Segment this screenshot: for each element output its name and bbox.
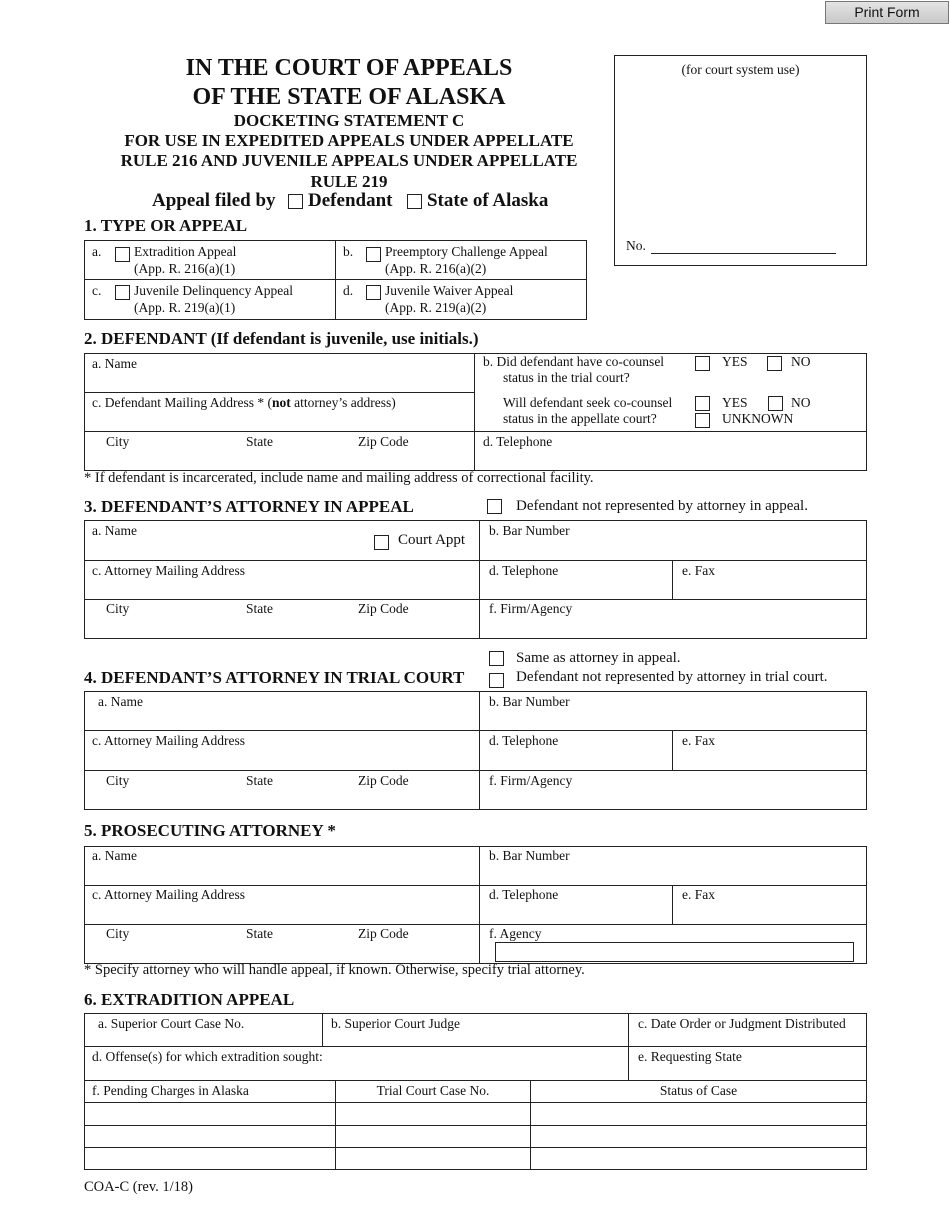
- defendant-state-label: State: [246, 434, 273, 449]
- court-use-label: (for court system use): [681, 62, 800, 77]
- section3-heading: 3. DEFENDANT’S ATTORNEY IN APPEAL: [84, 497, 414, 516]
- court-appt-checkbox[interactable]: [374, 535, 389, 550]
- trial-attorney-city-label: City: [106, 773, 130, 788]
- appeal-attorney-bar-label: b. Bar Number: [489, 523, 570, 538]
- prosecutor-city-label: City: [106, 926, 130, 941]
- court-title-line2: OF THE STATE OF ALASKA: [192, 84, 506, 110]
- same-as-appeal-checkbox[interactable]: [489, 651, 504, 666]
- extradition-appeal-rule: (App. R. 216(a)(1): [134, 261, 236, 276]
- prosecutor-bar-label: b. Bar Number: [489, 848, 570, 863]
- offenses-label: d. Offense(s) for which extradition sought:: [92, 1049, 323, 1064]
- co-counsel-trial-no-label: NO: [791, 354, 811, 369]
- co-counsel-appeal-no-checkbox[interactable]: [768, 396, 783, 411]
- state-of-alaska-checkbox[interactable]: [407, 194, 422, 209]
- form-description-line2: RULE 216 AND JUVENILE APPEALS UNDER APPELLATE: [120, 151, 578, 170]
- prosecutor-name-label: a. Name: [92, 848, 137, 863]
- co-counsel-trial-question-line2: status in the trial court?: [503, 370, 630, 385]
- appeal-attorney-zip-label: Zip Code: [358, 601, 409, 616]
- section1-heading: 1. TYPE OR APPEAL: [84, 216, 248, 235]
- date-order-label: c. Date Order or Judgment Distributed: [638, 1016, 846, 1031]
- trial-attorney-address-label: c. Attorney Mailing Address: [92, 733, 245, 748]
- item-d-letter: d.: [343, 283, 354, 298]
- incarcerated-note: * If defendant is incarcerated, include name and mailing address of correctional facility.: [84, 470, 594, 486]
- pending-charges-header: f. Pending Charges in Alaska: [92, 1083, 249, 1098]
- appeal-attorney-firm-label: f. Firm/Agency: [489, 601, 573, 616]
- extradition-appeal-checkbox[interactable]: [115, 247, 130, 262]
- preemptory-challenge-label: Preemptory Challenge Appeal: [385, 244, 548, 259]
- form-subtitle: DOCKETING STATEMENT C: [233, 111, 465, 130]
- defendant-name-label: a. Name: [92, 356, 137, 371]
- requesting-state-label: e. Requesting State: [638, 1049, 742, 1064]
- prosecutor-address-label: c. Attorney Mailing Address: [92, 887, 245, 902]
- trial-attorney-state-label: State: [246, 773, 273, 788]
- not-represented-trial-label: Defendant not represented by attorney in trial court.: [516, 669, 828, 685]
- juvenile-delinquency-label: Juvenile Delinquency Appeal: [134, 283, 293, 298]
- not-represented-trial-checkbox[interactable]: [489, 673, 504, 688]
- appeal-attorney-name-label: a. Name: [92, 523, 137, 538]
- status-of-case-header: Status of Case: [659, 1083, 738, 1098]
- defendant-address-label: c. Defendant Mailing Address * (not attorney’s address): [92, 395, 396, 410]
- court-case-no-field[interactable]: [651, 253, 836, 254]
- appeal-filed-by-label: Appeal filed by: [152, 190, 276, 211]
- defendant-label: Defendant: [308, 190, 393, 211]
- item-a-letter: a.: [92, 244, 102, 259]
- section2-heading: 2. DEFENDANT (If defendant is juvenile, use initials.): [84, 329, 479, 348]
- defendant-checkbox[interactable]: [288, 194, 303, 209]
- prosecutor-fax-label: e. Fax: [682, 887, 715, 902]
- form-description-line3: RULE 219: [310, 172, 388, 191]
- superior-judge-label: b. Superior Court Judge: [331, 1016, 460, 1031]
- co-counsel-appeal-yes-label: YES: [722, 395, 748, 410]
- juvenile-delinquency-checkbox[interactable]: [115, 285, 130, 300]
- co-counsel-trial-question: b. Did defendant have co-counsel: [483, 354, 665, 369]
- trial-attorney-fax-label: e. Fax: [682, 733, 715, 748]
- co-counsel-appeal-yes-checkbox[interactable]: [695, 396, 710, 411]
- defendant-city-label: City: [106, 434, 130, 449]
- trial-attorney-firm-label: f. Firm/Agency: [489, 773, 573, 788]
- trial-attorney-telephone-label: d. Telephone: [489, 733, 559, 748]
- section5-heading: 5. PROSECUTING ATTORNEY *: [84, 821, 336, 840]
- same-as-appeal-label: Same as attorney in appeal.: [516, 650, 681, 666]
- trial-attorney-zip-label: Zip Code: [358, 773, 409, 788]
- co-counsel-appeal-unknown-label: UNKNOWN: [722, 411, 794, 426]
- court-use-box: [614, 55, 867, 266]
- section4-heading: 4. DEFENDANT’S ATTORNEY IN TRIAL COURT: [84, 668, 465, 687]
- co-counsel-trial-no-checkbox[interactable]: [767, 356, 782, 371]
- appeal-attorney-city-label: City: [106, 601, 130, 616]
- prosecutor-zip-label: Zip Code: [358, 926, 409, 941]
- court-title-line1: IN THE COURT OF APPEALS: [185, 55, 513, 81]
- trial-attorney-table: [84, 691, 867, 810]
- section6-heading: 6. EXTRADITION APPEAL: [84, 990, 295, 1009]
- superior-case-no-label: a. Superior Court Case No.: [98, 1016, 245, 1031]
- not-represented-appeal-checkbox[interactable]: [487, 499, 502, 514]
- prosecutor-agency-select[interactable]: [495, 942, 854, 962]
- co-counsel-appeal-no-label: NO: [791, 395, 811, 410]
- appeal-attorney-telephone-label: d. Telephone: [489, 563, 559, 578]
- defendant-telephone-label: d. Telephone: [483, 434, 553, 449]
- item-c-letter: c.: [92, 283, 102, 298]
- extradition-appeal-label: Extradition Appeal: [134, 244, 237, 259]
- trial-attorney-name-label: a. Name: [98, 694, 143, 709]
- preemptory-challenge-rule: (App. R. 216(a)(2): [385, 261, 487, 276]
- trial-case-no-header: Trial Court Case No.: [376, 1083, 490, 1098]
- juvenile-delinquency-rule: (App. R. 219(a)(1): [134, 300, 236, 315]
- juvenile-waiver-checkbox[interactable]: [366, 285, 381, 300]
- item-b-letter: b.: [343, 244, 354, 259]
- co-counsel-appeal-unknown-checkbox[interactable]: [695, 413, 710, 428]
- form-footer-code: COA-C (rev. 1/18): [84, 1179, 193, 1195]
- appeal-filed-by-row: [152, 190, 548, 212]
- court-case-no-label: No.: [626, 238, 646, 253]
- defendant-zip-label: Zip Code: [358, 434, 409, 449]
- print-form-button[interactable]: Print Form: [825, 1, 949, 24]
- prosecutor-telephone-label: d. Telephone: [489, 887, 559, 902]
- juvenile-waiver-rule: (App. R. 219(a)(2): [385, 300, 487, 315]
- co-counsel-appeal-question-line2: status in the appellate court?: [503, 411, 657, 426]
- co-counsel-appeal-question: Will defendant seek co-counsel: [503, 395, 673, 410]
- juvenile-waiver-label: Juvenile Waiver Appeal: [385, 283, 514, 298]
- co-counsel-trial-yes-checkbox[interactable]: [695, 356, 710, 371]
- preemptory-challenge-checkbox[interactable]: [366, 247, 381, 262]
- state-of-alaska-label: State of Alaska: [426, 190, 549, 211]
- form-description-line1: FOR USE IN EXPEDITED APPEALS UNDER APPELLATE: [124, 131, 574, 150]
- prosecutor-note: * Specify attorney who will handle appeal, if known. Otherwise, specify trial attorney.: [84, 962, 585, 978]
- appeal-attorney-state-label: State: [246, 601, 273, 616]
- court-appt-label: Court Appt: [398, 532, 466, 548]
- co-counsel-trial-yes-label: YES: [722, 354, 748, 369]
- appeal-attorney-fax-label: e. Fax: [682, 563, 715, 578]
- prosecutor-agency-label: f. Agency: [489, 926, 542, 941]
- prosecutor-state-label: State: [246, 926, 273, 941]
- trial-attorney-bar-label: b. Bar Number: [489, 694, 570, 709]
- not-represented-appeal-label: Defendant not represented by attorney in appeal.: [516, 498, 808, 514]
- appeal-attorney-address-label: c. Attorney Mailing Address: [92, 563, 245, 578]
- defendant-name-field[interactable]: [85, 354, 474, 392]
